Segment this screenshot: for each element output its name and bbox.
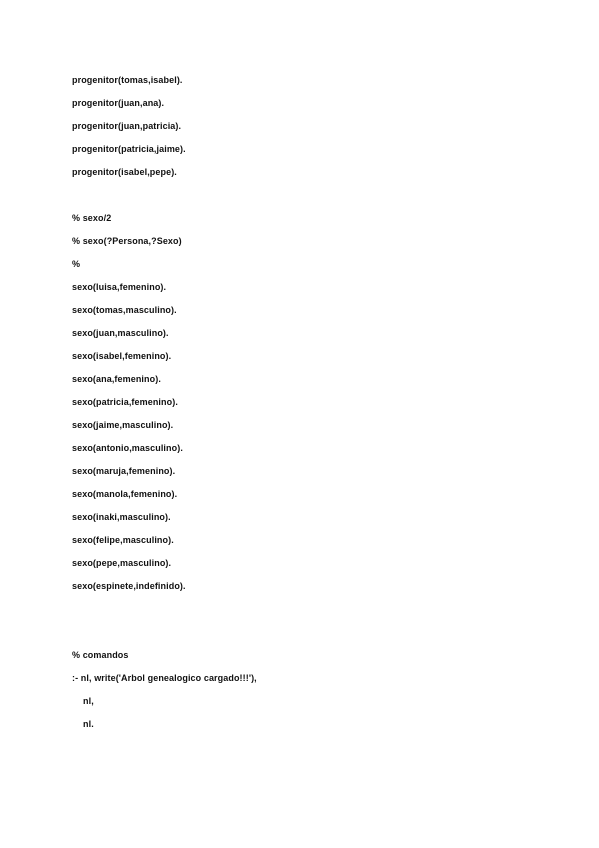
sexo-fact: sexo(ana,femenino). [72, 374, 161, 384]
sexo-fact: sexo(felipe,masculino). [72, 535, 174, 545]
progenitor-fact: progenitor(isabel,pepe). [72, 167, 177, 177]
sexo-fact: sexo(maruja,femenino). [72, 466, 176, 476]
comandos-directive: :- nl, write('Arbol genealogico cargado!!!'), [72, 673, 257, 683]
comment-line: % sexo(?Persona,?Sexo) [72, 236, 182, 246]
progenitor-fact: progenitor(juan,patricia). [72, 121, 182, 131]
sexo-fact: sexo(tomas,masculino). [72, 305, 177, 315]
comment-line: % sexo/2 [72, 213, 112, 223]
sexo-fact: sexo(luisa,femenino). [72, 282, 167, 292]
sexo-fact: sexo(inaki,masculino). [72, 512, 171, 522]
comandos-continuation: nl. [83, 719, 94, 729]
prolog-code-block [72, 72, 532, 739]
sexo-fact: sexo(manola,femenino). [72, 489, 178, 499]
sexo-fact: sexo(isabel,femenino). [72, 351, 172, 361]
comandos-continuation: nl, [83, 696, 94, 706]
progenitor-fact: progenitor(juan,ana). [72, 98, 165, 108]
sexo-fact: sexo(patricia,femenino). [72, 397, 178, 407]
comandos-comment: % comandos [72, 650, 129, 660]
progenitor-fact: progenitor(patricia,jaime). [72, 144, 186, 154]
sexo-fact: sexo(espinete,indefinido). [72, 581, 186, 591]
blank-lines [72, 601, 532, 647]
sexo-fact: sexo(juan,masculino). [72, 328, 169, 338]
comment-line: % [72, 259, 81, 269]
sexo-fact: sexo(jaime,masculino). [72, 420, 174, 430]
sexo-fact: sexo(antonio,masculino). [72, 443, 183, 453]
blank-line [72, 187, 532, 210]
sexo-fact: sexo(pepe,masculino). [72, 558, 172, 568]
progenitor-fact: progenitor(tomas,isabel). [72, 75, 183, 85]
